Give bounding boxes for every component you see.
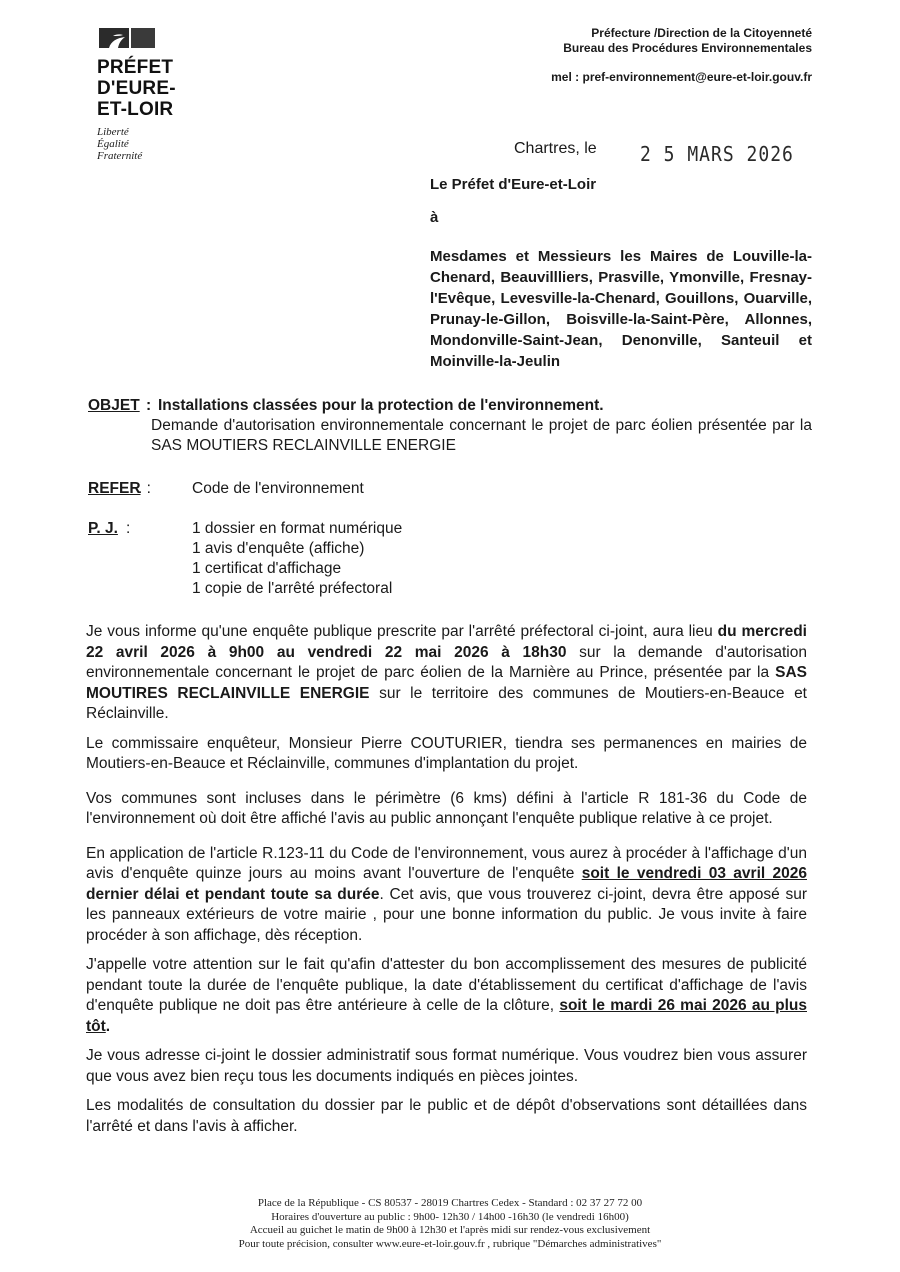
posting-duration: dernier délai et pendant toute sa durée xyxy=(86,885,380,903)
refer-colon: . : xyxy=(138,480,151,497)
header-email: mel : pref-environnement@eure-et-loir.gouv.fr xyxy=(551,70,812,84)
attachments-list xyxy=(192,519,402,599)
date-stamp: 2 5 MARS 2026 xyxy=(640,142,794,167)
posting-deadline: soit le vendredi 03 avril 2026 xyxy=(581,865,807,882)
objet-section xyxy=(88,396,812,456)
attachment-item: 1 certificat d'affichage xyxy=(192,560,342,577)
marianne-flag-icon xyxy=(99,28,155,48)
footer-website: Pour toute précision, consulter www.eure-et-loir.gouv.fr , rubrique "Démarches administratives" xyxy=(238,1237,662,1250)
objet-subject: Installations classées pour la protection de l'environnement. xyxy=(158,397,604,414)
footer-hours: Horaires d'ouverture au public : 9h00- 12h30 / 14h00 -16h30 (le vendredi 16h00) xyxy=(271,1210,629,1223)
recipient-to: à xyxy=(430,209,439,226)
motto-line: Liberté xyxy=(97,126,129,138)
sender-name: Le Préfet d'Eure-et-Loir xyxy=(430,176,597,193)
logo-motto xyxy=(97,126,207,162)
motto-line: Égalité xyxy=(97,138,129,150)
footer-reception: Accueil au guichet le matin de 9h00 à 12h30 et l'après midi sur rendez-vous exclusivement xyxy=(249,1224,651,1236)
recipient-block xyxy=(430,174,812,372)
body-paragraph: En application de l'article R.123-11 du Code de l'environnement, vous aurez à procéder à l'affichage d'un avis d'enquête quinze jours au moins avant l'ouverture de l'enquête soit le vendredi 03 avril 2026 dernier délai et pendant toute sa durée. Cet avis, que vous trouverez ci-joint, devra être apposé sur les panneaux extérieurs de votre mairie , pour une bonne information du public. Je vous invite à faire procéder à son affichage, dès réception. xyxy=(86,844,807,944)
attachment-item: 1 copie de l'arrêté préfectoral xyxy=(192,580,393,597)
certificate-date: soit le mardi 26 mai 2026 au plus tôt xyxy=(86,997,807,1035)
attachment-item: 1 avis d'enquête (affiche) xyxy=(192,540,365,557)
body-paragraph: Je vous adresse ci-joint le dossier administratif sous format numérique. Vous voudrez bien vous assurer que vous avez bien reçu tous les documents indiqués en pièces jointes. xyxy=(86,1047,807,1085)
objet-label: OBJET xyxy=(88,397,140,414)
objet-colon: : xyxy=(146,397,152,414)
motto-line: Fraternité xyxy=(97,150,143,162)
logo-title-line: ET-LOIR xyxy=(97,99,174,120)
date-line: Chartres, le xyxy=(514,140,597,157)
attachments-section xyxy=(88,519,402,599)
refer-value: Code de l'environnement xyxy=(192,480,364,497)
letter-body xyxy=(86,622,807,1146)
body-paragraph: Je vous informe qu'une enquête publique prescrite par l'arrêté préfectoral ci-joint, aura lieu du mercredi 22 avril 2026 à 9h00 au vendredi 22 mai 2026 à 18h30 sur la demande d'autorisation environnementale concernant le projet de parc éolien de la Marnière au Prince, présentée par la SAS MOUTIRES RECLAINVILLE ENERGIE sur le territoire des communes de Moutiers-en-Beauce et Réclainville. xyxy=(86,623,807,722)
prefecture-logo xyxy=(97,28,207,162)
footer-address: Place de la République - CS 80537 - 28019 Chartres Cedex - Standard : 02 37 27 72 00 xyxy=(257,1197,643,1209)
enquiry-dates: du mercredi 22 avril 2026 à 9h00 au vendredi 22 mai 2026 à 18h30 xyxy=(86,623,807,661)
header-department: Préfecture /Direction de la Citoyenneté xyxy=(591,26,812,40)
sender-header xyxy=(551,26,812,85)
header-bureau: Bureau des Procédures Environnementales xyxy=(563,41,812,55)
objet-description: Demande d'autorisation environnementale concernant le projet de parc éolien présentée par la SAS MOUTIERS RECLAINVILLE ENERGIE xyxy=(151,417,812,454)
company-name: SAS MOUTIRES RECLAINVILLE ENERGIE xyxy=(86,664,807,702)
logo-title-line: PRÉFET xyxy=(97,57,174,78)
logo-title xyxy=(97,57,207,120)
refer-section xyxy=(88,479,364,499)
recipient-address: Mesdames et Messieurs les Maires de Louville-la-Chenard, Beauvillliers, Prasville, Ymonville, Fresnay-l'Evêque, Levesville-la-Chenard, Gouillons, Ouarville, Prunay-le-Gillon, Boisville-la-Saint-Père, Allonnes, Mondonville-Saint-Jean, Denonville, Santeuil et Moinville-la-Jeulin xyxy=(430,248,812,370)
logo-title-line: D'EURE- xyxy=(97,78,176,99)
body-paragraph: Les modalités de consultation du dossier par le public et de dépôt d'observations sont détaillées dans l'arrêté et dans l'avis à afficher. xyxy=(86,1097,807,1135)
attachments-colon: : xyxy=(126,520,131,537)
body-paragraph: Vos communes sont incluses dans le périmètre (6 kms) défini à l'article R 181-36 du Code de l'environnement où doit être affiché l'avis au public annonçant l'enquête publique relative à ce projet. xyxy=(86,789,807,827)
body-paragraph: J'appelle votre attention sur le fait qu'afin d'attester du bon accomplissement des mesures de publicité pendant toute la durée de l'enquête publique, la date d'établissement du certificat d'affichage de l'avis d'enquête publique ne doit pas être antérieure à celle de la clôture, soit le mardi 26 mai 2026 au plus tôt. xyxy=(86,956,807,1035)
attachment-item: 1 dossier en format numérique xyxy=(192,520,403,537)
refer-label: REFER xyxy=(88,480,141,497)
attachments-label: P. J. xyxy=(88,520,118,537)
page-footer xyxy=(0,1197,900,1251)
body-paragraph: Le commissaire enquêteur, Monsieur Pierre COUTURIER, tiendra ses permanences en mairies de Moutiers-en-Beauce et Réclainville, communes d'implantation du projet. xyxy=(86,734,807,772)
